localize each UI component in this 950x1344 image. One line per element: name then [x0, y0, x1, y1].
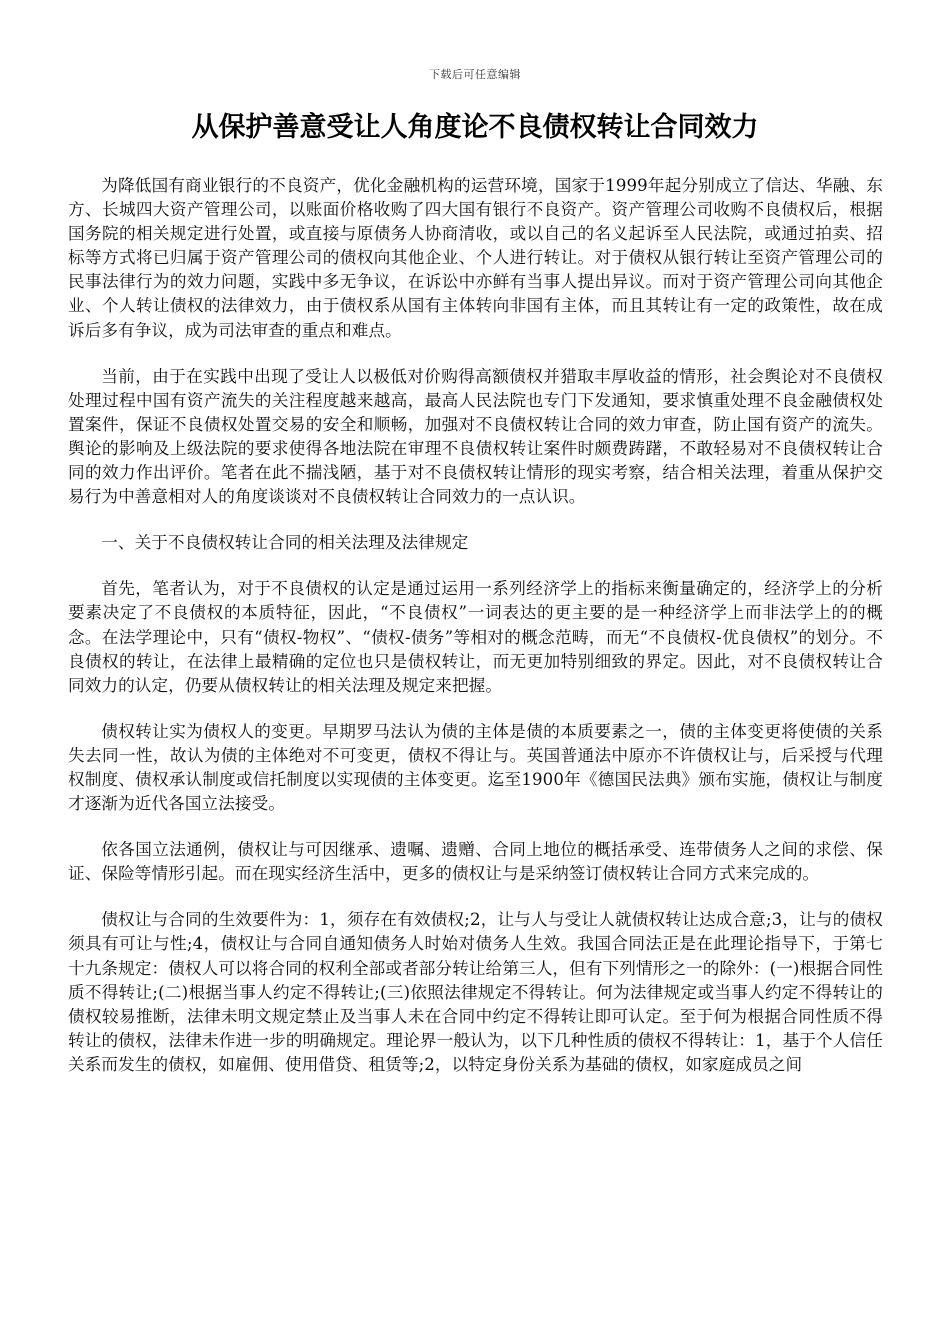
header-note: 下载后可任意编辑 — [429, 68, 521, 81]
document-body — [68, 174, 883, 1099]
paragraph-6: 债权让与合同的生效要件为：1，须存在有效债权;2，让与人与受让人就债权转让达成合意;3，让与的债权须具有可让与性;4，债权让与合同自通知债务人时始对债务人生效。我国合同法正是在此理论指导下，于第七十九条规定：债权人可以将合同的权利全部或者部分转让给第三人，但有下列情形之一的除外：(一)根据合同性质不得转让;(二)根据当事人约定不得转让;(三)依照法律规定不得转让。何为法律规定或当事人约定不得转让的债权较易推断，法律未明文规定禁止及当事人未在合同中约定不得转让即可认定。至于何为根据合同性质不得转让的债权，法律未作进一步的明确规定。理论界一般认为，以下几种性质的债权不得转让：1，基于个人信任关系而发生的债权，如雇佣、使用借贷、租赁等;2，以特定身份关系为基础的债权，如家庭成员之间 — [68, 910, 883, 1074]
paragraph-5: 依各国立法通例，债权让与可因继承、遗嘱、遗赠、合同上地位的概括承受、连带债务人之间的求偿、保证、保险等情形引起。而在现实经济生活中，更多的债权让与是采纳签订债权转让合同方式来完成的。 — [68, 840, 883, 884]
section-heading-1: 一、关于不良债权转让合同的相关法理及法律规定 — [101, 533, 469, 553]
paragraph-1: 为降低国有商业银行的不良资产，优化金融机构的运营环境，国家于1999年起分别成立了信达、华融、东方、长城四大资产管理公司，以账面价格收购了四大国有银行不良资产。资产管理公司收购不良债权后，根据国务院的相关规定进行处置，或直接与原债务人协商清收，或以自己的名义起诉至人民法院，或通过拍卖、招标等方式将已归属于资产管理公司的债权向其他企业、个人进行转让。对于债权从银行转让至资产管理公司的民事法律行为的效力问题，实践中多无争议，在诉讼中亦鲜有当事人提出异议。而对于资产管理公司向其他企业、个人转让债权的法律效力，由于债权系从国有主体转向非国有主体，而且其转让有一定的政策性，故在成诉后多有争议，成为司法审查的重点和难点。 — [68, 176, 883, 340]
paragraph-2: 当前，由于在实践中出现了受让人以极低对价购得高额债权并猎取丰厚收益的情形，社会舆论对不良债权处理过程中国有资产流失的关注程度越来越高，最高人民法院也专门下发通知，要求慎重处理不良金融债权处置案件，保证不良债权处置交易的安全和顺畅，加强对不良债权转让合同的效力审查，防止国有资产的流失。舆论的影响及上级法院的要求使得各地法院在审理不良债权转让案件时颇费踌躇，不敢轻易对不良债权转让合同的效力作出评价。笔者在此不揣浅陋，基于对不良债权转让情形的现实考察，结合相关法理，着重从保护交易行为中善意相对人的角度谈谈对不良债权转让合同效力的一点认识。 — [68, 366, 883, 507]
document-title: 从保护善意受让人角度论不良债权转让合同效力 — [191, 112, 759, 143]
paragraph-3: 首先，笔者认为，对于不良债权的认定是通过运用一系列经济学上的指标来衡量确定的，经济学上的分析要素决定了不良债权的本质特征，因此，“不良债权”一词表达的更主要的是一种经济学上而非法学上的的概念。在法学理论中，只有“债权-物权”、“债权-债务”等相对的概念范畴，而无“不良债权-优良债权”的划分。不良债权的转让，在法律上最精确的定位也只是债权转让，而无更加特别细致的界定。因此，对不良债权转让合同效力的认定，仍要从债权转让的相关法理及规定来把握。 — [68, 579, 883, 695]
paragraph-4: 债权转让实为债权人的变更。早期罗马法认为债的主体是债的本质要素之一，债的主体变更将使债的关系失去同一性，故认为债的主体绝对不可变更，债权不得让与。英国普通法中原亦不许债权让与，后采授与代理权制度、债权承认制度或信托制度以实现债的主体变更。迄至1900年《德国民法典》颁布实施，债权让与制度才逐渐为近代各国立法接受。 — [68, 721, 883, 814]
